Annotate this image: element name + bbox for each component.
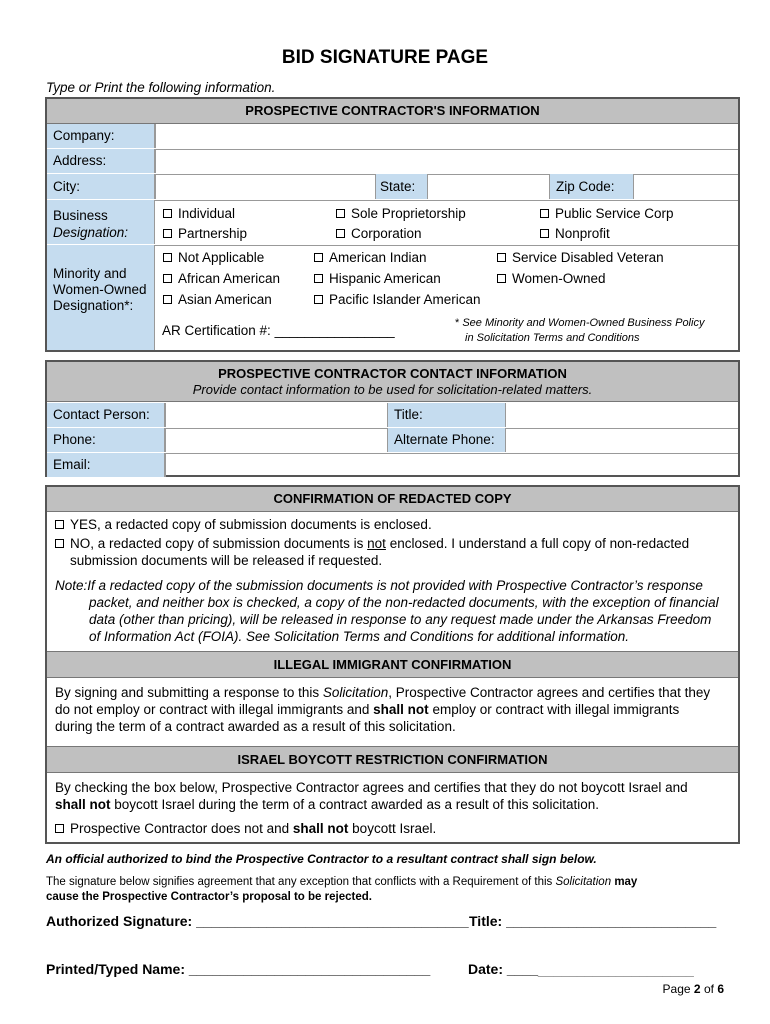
option-label: Hispanic American	[329, 271, 441, 286]
checkbox-public-service-corp[interactable]	[540, 206, 674, 221]
israel-boycott-header: ISRAEL BOYCOTT RESTRICTION CONFIRMATION	[47, 746, 738, 773]
checkbox-icon	[314, 295, 323, 304]
page-of: of	[703, 982, 714, 996]
illegal-l1a: By signing and submitting a response to this	[55, 685, 320, 700]
date-line[interactable]	[468, 961, 694, 977]
agree-a: The signature below signifies agreement that any exception that conflicts with a Requirement of this	[46, 876, 553, 888]
checkbox-icon	[55, 824, 64, 833]
israel-l2b: boycott Israel during the term of a contract awarded as a result of this solicitation.	[114, 797, 600, 812]
note-line3: data (other than pricing), will be released in response to any request made under the Arkansas Freedom	[89, 612, 712, 627]
checkbox-asian-american[interactable]	[163, 292, 272, 307]
minority-label-line3: Designation*:	[53, 298, 134, 313]
contact-info-section	[45, 360, 740, 477]
alternate-phone-field[interactable]	[505, 428, 738, 452]
email-label: Email:	[47, 453, 165, 477]
redacted-note	[55, 577, 719, 645]
checkbox-icon	[163, 209, 172, 218]
confirmations-section	[45, 485, 740, 844]
option-label: Service Disabled Veteran	[512, 250, 664, 265]
address-label: Address:	[47, 149, 155, 173]
checkbox-individual[interactable]	[163, 206, 235, 221]
page-current: 2	[693, 982, 701, 996]
illegal-l1c: , Prospective Contractor agrees and certifies that they	[388, 685, 711, 700]
checkbox-icon	[55, 520, 64, 529]
checkbox-icon	[497, 253, 506, 262]
title-field[interactable]	[505, 403, 738, 427]
minority-label-line2: Women-Owned	[53, 282, 147, 297]
option-label: African American	[178, 271, 281, 286]
alternate-phone-label: Alternate Phone:	[387, 428, 505, 452]
checkbox-icon	[163, 274, 172, 283]
checkbox-icon	[163, 295, 172, 304]
footnote-line1: See Minority and Women-Owned Business Policy	[462, 317, 705, 329]
contact-info-header: PROSPECTIVE CONTRACTOR CONTACT INFORMATION	[218, 366, 567, 381]
checkbox-israel-boycott[interactable]	[55, 821, 436, 836]
illegal-l2b: shall not	[373, 702, 429, 717]
redacted-no-text-c: submission documents will be released if requested.	[70, 553, 383, 568]
date-blank: ____________________	[538, 961, 694, 977]
checkbox-african-american[interactable]	[163, 271, 280, 286]
illegal-l2c: employ or contract with illegal immigrants	[432, 702, 680, 717]
minority-label-line1: Minority and	[53, 266, 127, 281]
checkbox-corporation[interactable]	[336, 226, 422, 241]
option-label: Public Service Corp	[555, 206, 674, 221]
checkbox-partnership[interactable]	[163, 226, 247, 241]
checkbox-icon	[336, 229, 345, 238]
state-field[interactable]	[427, 174, 549, 199]
contact-person-label: Contact Person:	[47, 403, 165, 427]
illegal-immigrant-text	[55, 684, 710, 735]
company-label: Company:	[47, 124, 155, 148]
city-field[interactable]	[155, 174, 375, 199]
ar-certification-blank: ________________	[274, 323, 395, 338]
israel-boycott-text	[55, 779, 688, 813]
illegal-immigrant-header: ILLEGAL IMMIGRANT CONFIRMATION	[47, 651, 738, 678]
option-label: Partnership	[178, 226, 248, 241]
signature-agreement-text	[46, 875, 637, 905]
business-designation-label	[47, 200, 155, 244]
note-line1: Note:If a redacted copy of the submission documents is not provided with Prospective Contractor’s response	[55, 578, 703, 593]
note-line2: packet, and neither box is checked, a copy of the non-redacted documents, with the exception of financial	[89, 595, 719, 610]
ar-certification-field[interactable]	[162, 323, 395, 338]
minority-designation-label	[47, 245, 155, 350]
contact-person-field[interactable]	[165, 403, 387, 427]
authorized-official-text: An official authorized to bind the Prospective Contractor to a resultant contract shall sign below.	[46, 852, 597, 866]
israel-l2a: shall not	[55, 797, 111, 812]
business-label-line2: Designation:	[53, 225, 129, 240]
option-label: Sole Proprietorship	[351, 206, 466, 221]
email-field[interactable]	[165, 453, 738, 477]
footnote-star: *	[455, 317, 460, 329]
contact-info-header-block	[47, 362, 738, 402]
checkbox-icon	[540, 229, 549, 238]
note-line4: of Information Act (FOIA). See Solicitation Terms and Conditions for additional information.	[89, 629, 630, 644]
zip-label: Zip Code:	[549, 174, 633, 199]
option-label: Pacific Islander American	[329, 292, 481, 307]
redacted-yes-text: YES, a redacted copy of submission documents is enclosed.	[70, 517, 432, 532]
redacted-header: CONFIRMATION OF REDACTED COPY	[47, 487, 738, 512]
checkbox-nonprofit[interactable]	[540, 226, 610, 241]
option-label: Individual	[178, 206, 236, 221]
zip-field[interactable]	[633, 174, 738, 199]
checkbox-redacted-yes[interactable]	[55, 517, 432, 532]
checkbox-service-disabled-veteran[interactable]	[497, 250, 664, 265]
option-label: Women-Owned	[512, 271, 606, 286]
minority-footnote	[455, 316, 704, 346]
option-label: American Indian	[329, 250, 427, 265]
redacted-no-not: not	[367, 536, 386, 551]
illegal-l3: during the term of a contract awarded as a result of this solicitation.	[55, 719, 456, 734]
checkbox-women-owned[interactable]	[497, 271, 606, 286]
ar-certification-label: AR Certification #:	[162, 323, 271, 338]
phone-field[interactable]	[165, 428, 387, 452]
israel-cb-a: Prospective Contractor does not and	[70, 821, 290, 836]
page-number	[663, 982, 724, 996]
agree-d: cause the Prospective Contractor’s proposal to be rejected.	[46, 891, 372, 903]
checkbox-icon	[314, 274, 323, 283]
footnote-line2: in Solicitation Terms and Conditions	[465, 332, 640, 344]
checkbox-sole-proprietorship[interactable]	[336, 206, 466, 221]
checkbox-icon	[314, 253, 323, 262]
option-label: Not Applicable	[178, 250, 265, 265]
israel-cb-c: boycott Israel.	[352, 821, 437, 836]
instruction-text: Type or Print the following information.	[46, 80, 276, 95]
illegal-l2a: do not employ or contract with illegal immigrants and	[55, 702, 370, 717]
checkbox-icon	[163, 229, 172, 238]
checkbox-hispanic-american[interactable]	[314, 271, 441, 286]
checkbox-icon	[163, 253, 172, 262]
redacted-no-text-b: enclosed. I understand a full copy of non-redacted	[389, 536, 690, 551]
israel-l1: By checking the box below, Prospective Contractor agrees and certifies that they do not boycott Israel and	[55, 780, 688, 795]
page-total: 6	[717, 982, 724, 996]
page-label: Page	[662, 982, 691, 996]
date-label: Date: ____	[468, 961, 539, 977]
option-label: Corporation	[351, 226, 422, 241]
checkbox-icon	[55, 539, 64, 548]
checkbox-icon	[336, 209, 345, 218]
contractor-info-header: PROSPECTIVE CONTRACTOR'S INFORMATION	[47, 99, 738, 124]
israel-cb-b: shall not	[292, 821, 349, 836]
checkbox-not-applicable[interactable]	[163, 250, 264, 265]
authorized-signature-line[interactable]: Authorized Signature: ___________________________________	[46, 913, 469, 929]
agree-b: Solicitation	[555, 876, 612, 888]
checkbox-american-indian[interactable]	[314, 250, 427, 265]
address-field[interactable]	[155, 149, 738, 173]
contact-info-subheader: Provide contact information to be used for solicitation-related matters.	[192, 382, 593, 397]
checkbox-icon	[540, 209, 549, 218]
business-label-line1: Business	[53, 208, 108, 223]
option-label: Asian American	[178, 292, 272, 307]
option-label: Nonprofit	[555, 226, 610, 241]
printed-name-line[interactable]: Printed/Typed Name: _______________________________	[46, 961, 431, 977]
city-label: City:	[47, 174, 155, 199]
state-label: State:	[375, 174, 427, 199]
company-field[interactable]	[155, 124, 738, 148]
illegal-l1b: Solicitation	[322, 685, 389, 700]
contractor-info-section	[45, 97, 740, 352]
page-title: BID SIGNATURE PAGE	[281, 47, 489, 68]
agree-c: may	[614, 876, 638, 888]
checkbox-icon	[497, 274, 506, 283]
checkbox-pacific-islander-american[interactable]	[314, 292, 481, 307]
title-label: Title:	[387, 403, 505, 427]
redacted-no-text-a: NO, a redacted copy of submission documents is	[70, 536, 364, 551]
checkbox-redacted-no[interactable]	[55, 536, 689, 551]
signer-title-line[interactable]: Title: ___________________________	[469, 913, 717, 929]
phone-label: Phone:	[47, 428, 165, 452]
